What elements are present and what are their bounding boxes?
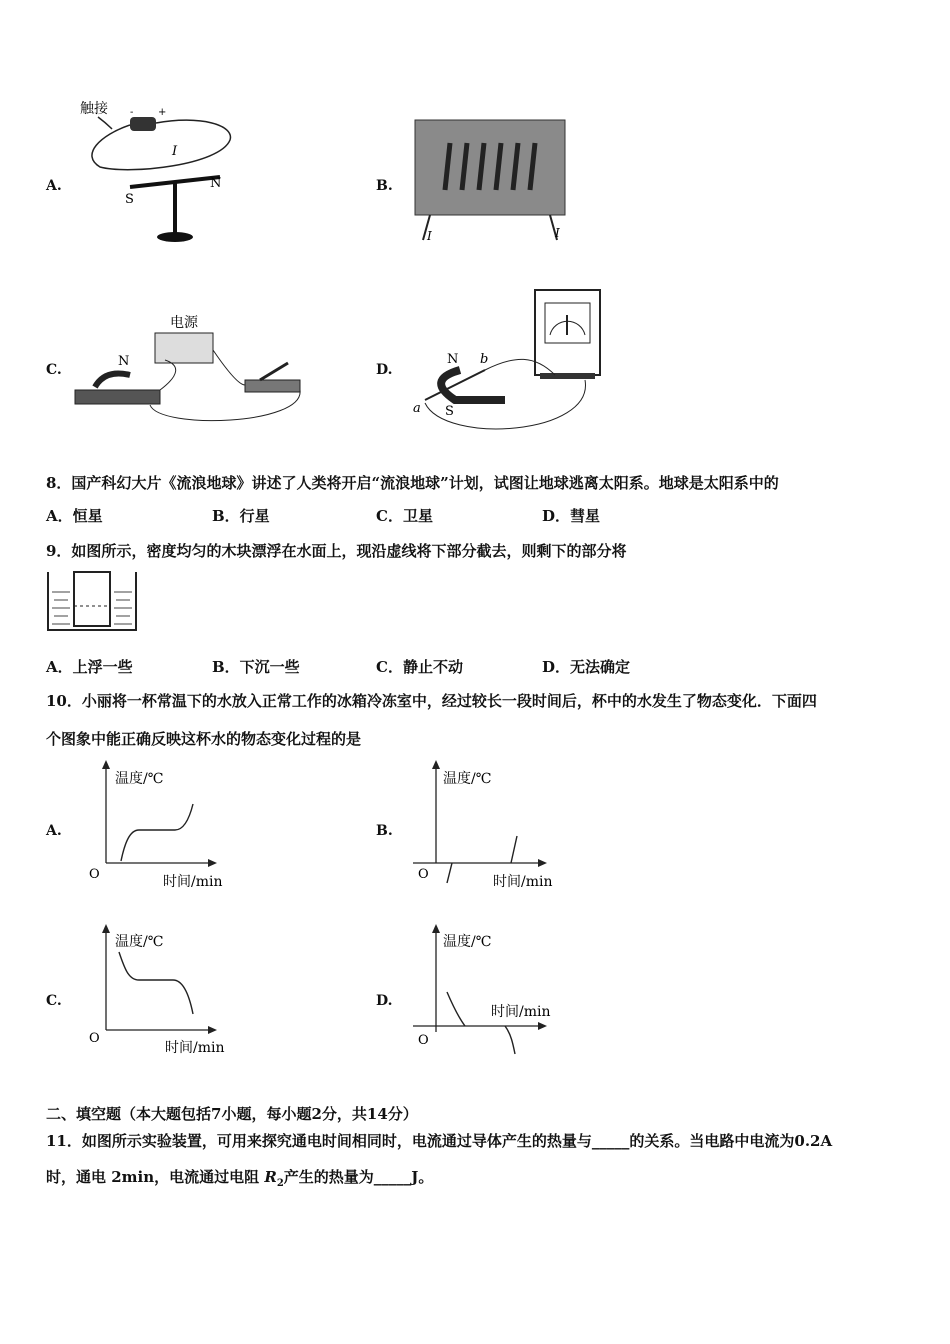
section-heading: 二、填空题（本大题包括7小题，每小题2分，共14分） [46,1105,418,1123]
q7-figure-b-solenoid [405,115,575,245]
resistor-subscript: 2 [276,1178,284,1189]
temperature-curve-start [447,992,465,1026]
origin-label: O [418,1033,429,1048]
wood-block [74,572,110,626]
y-axis-label: 温度/℃ [115,934,164,950]
s-pole-label: S [125,192,134,207]
q8-option-c[interactable]: C．卫星 [376,507,433,525]
q10-graph-b-label: B. [376,823,393,839]
q7-figure-d-generator [405,285,610,435]
stand-base [157,232,193,242]
q9-option-c[interactable]: C．静止不动 [376,658,463,676]
q10-graph-c-label: C. [46,993,62,1009]
b-label: b [480,352,489,367]
battery-icon [130,117,156,131]
q8-stem: 8．国产科幻大片《流浪地球》讲述了人类将开启“流浪地球”计划，试图让地球逃离太阳系。地球是太阳系中的 [46,474,779,492]
origin-label: O [418,867,429,882]
y-axis-arrow [102,924,110,933]
origin-label: O [89,1031,100,1046]
x-axis-label: 时间/min [163,874,223,890]
y-axis-label: 温度/℃ [115,771,164,787]
q7-option-a-label: A. [46,178,62,194]
y-axis-arrow [102,760,110,769]
wire-loop [92,120,231,170]
arrow-icon [98,117,112,129]
horseshoe-magnet [441,370,505,400]
n-pole-label: N [118,354,130,369]
q11-line2 [46,1166,433,1189]
y-axis-arrow [432,760,440,769]
horseshoe-magnet [95,374,130,388]
q9-option-d[interactable]: D．无法确定 [542,658,631,676]
magnet-base [75,390,160,404]
q9-option-a[interactable]: A．上浮一些 [46,658,133,676]
power-supply-box [155,333,213,363]
q9-option-b[interactable]: B．下沉一些 [212,658,300,676]
q11-line1: 11．如图所示实验装置，可用来探究通电时间相同时，电流通过导体产生的热量与_____的关系。当电路中电流为0.2A [46,1132,833,1150]
q10-graph-d [405,922,575,1060]
current-out-label: I [555,226,560,240]
power-label: 电源 [170,315,198,331]
q10-graph-c [75,922,245,1060]
q9-stem: 9．如图所示，密度均匀的木块漂浮在水面上，现沿虚线将下部分截去，则剩下的部分将 [46,542,627,560]
temperature-curve-end [511,836,517,863]
q8-option-b[interactable]: B．行星 [212,507,270,525]
current-label: I [172,144,178,159]
minus-label: - [130,107,134,118]
plus-label: + [158,107,167,118]
q7-figure-a-oersted [70,95,250,245]
q11-line2-post: 产生的热量为_____J。 [283,1168,434,1186]
q10-graph-b [405,758,575,893]
x-axis-label: 时间/min [493,874,553,890]
q7-figure-c-motor [70,305,310,435]
q7-option-b-label: B. [376,178,393,194]
switch-base [245,380,300,392]
current-in-label: I [427,229,432,243]
switch-lever [260,363,288,380]
x-axis-arrow [208,1026,217,1034]
n-pole-label: N [210,176,222,191]
x-axis-arrow [208,859,217,867]
a-label: a [413,401,421,416]
n-pole-label: N [447,352,459,367]
q8-option-a[interactable]: A．恒星 [46,507,103,525]
q8-option-d[interactable]: D．彗星 [542,507,601,525]
y-axis-label: 温度/℃ [443,771,492,787]
x-axis-arrow [538,1022,547,1030]
y-axis-arrow [432,924,440,933]
iron-filings-board [415,120,565,215]
temperature-curve-start [447,863,452,883]
q11-line2-pre: 时，通电 2min，电流通过电阻 [46,1168,265,1186]
y-axis-label: 温度/℃ [443,934,492,950]
temperature-curve [119,952,193,1014]
q7-option-c-label: C. [46,362,62,378]
q7-option-d-label: D. [376,362,393,378]
x-axis-arrow [538,859,547,867]
origin-label: O [89,867,100,882]
q10-graph-a-label: A. [46,823,62,839]
touch-label: 触接 [80,101,108,117]
x-axis-label: 时间/min [491,1004,551,1020]
resistor-symbol: R [264,1168,277,1186]
temperature-curve [121,804,193,861]
q10-stem-line1: 10．小丽将一杯常温下的水放入正常工作的冰箱冷冻室中，经过较长一段时间后，杯中的水发生了物态变化．下面四 [46,692,817,710]
q9-figure-floating-block [46,570,138,632]
x-axis-label: 时间/min [165,1040,225,1056]
q10-graph-a [75,758,245,893]
q10-stem-line2: 个图象中能正确反映这杯水的物态变化过程的是 [46,730,362,748]
q10-graph-d-label: D. [376,993,393,1009]
temperature-curve-end [505,1026,515,1054]
s-pole-label: S [445,404,454,419]
